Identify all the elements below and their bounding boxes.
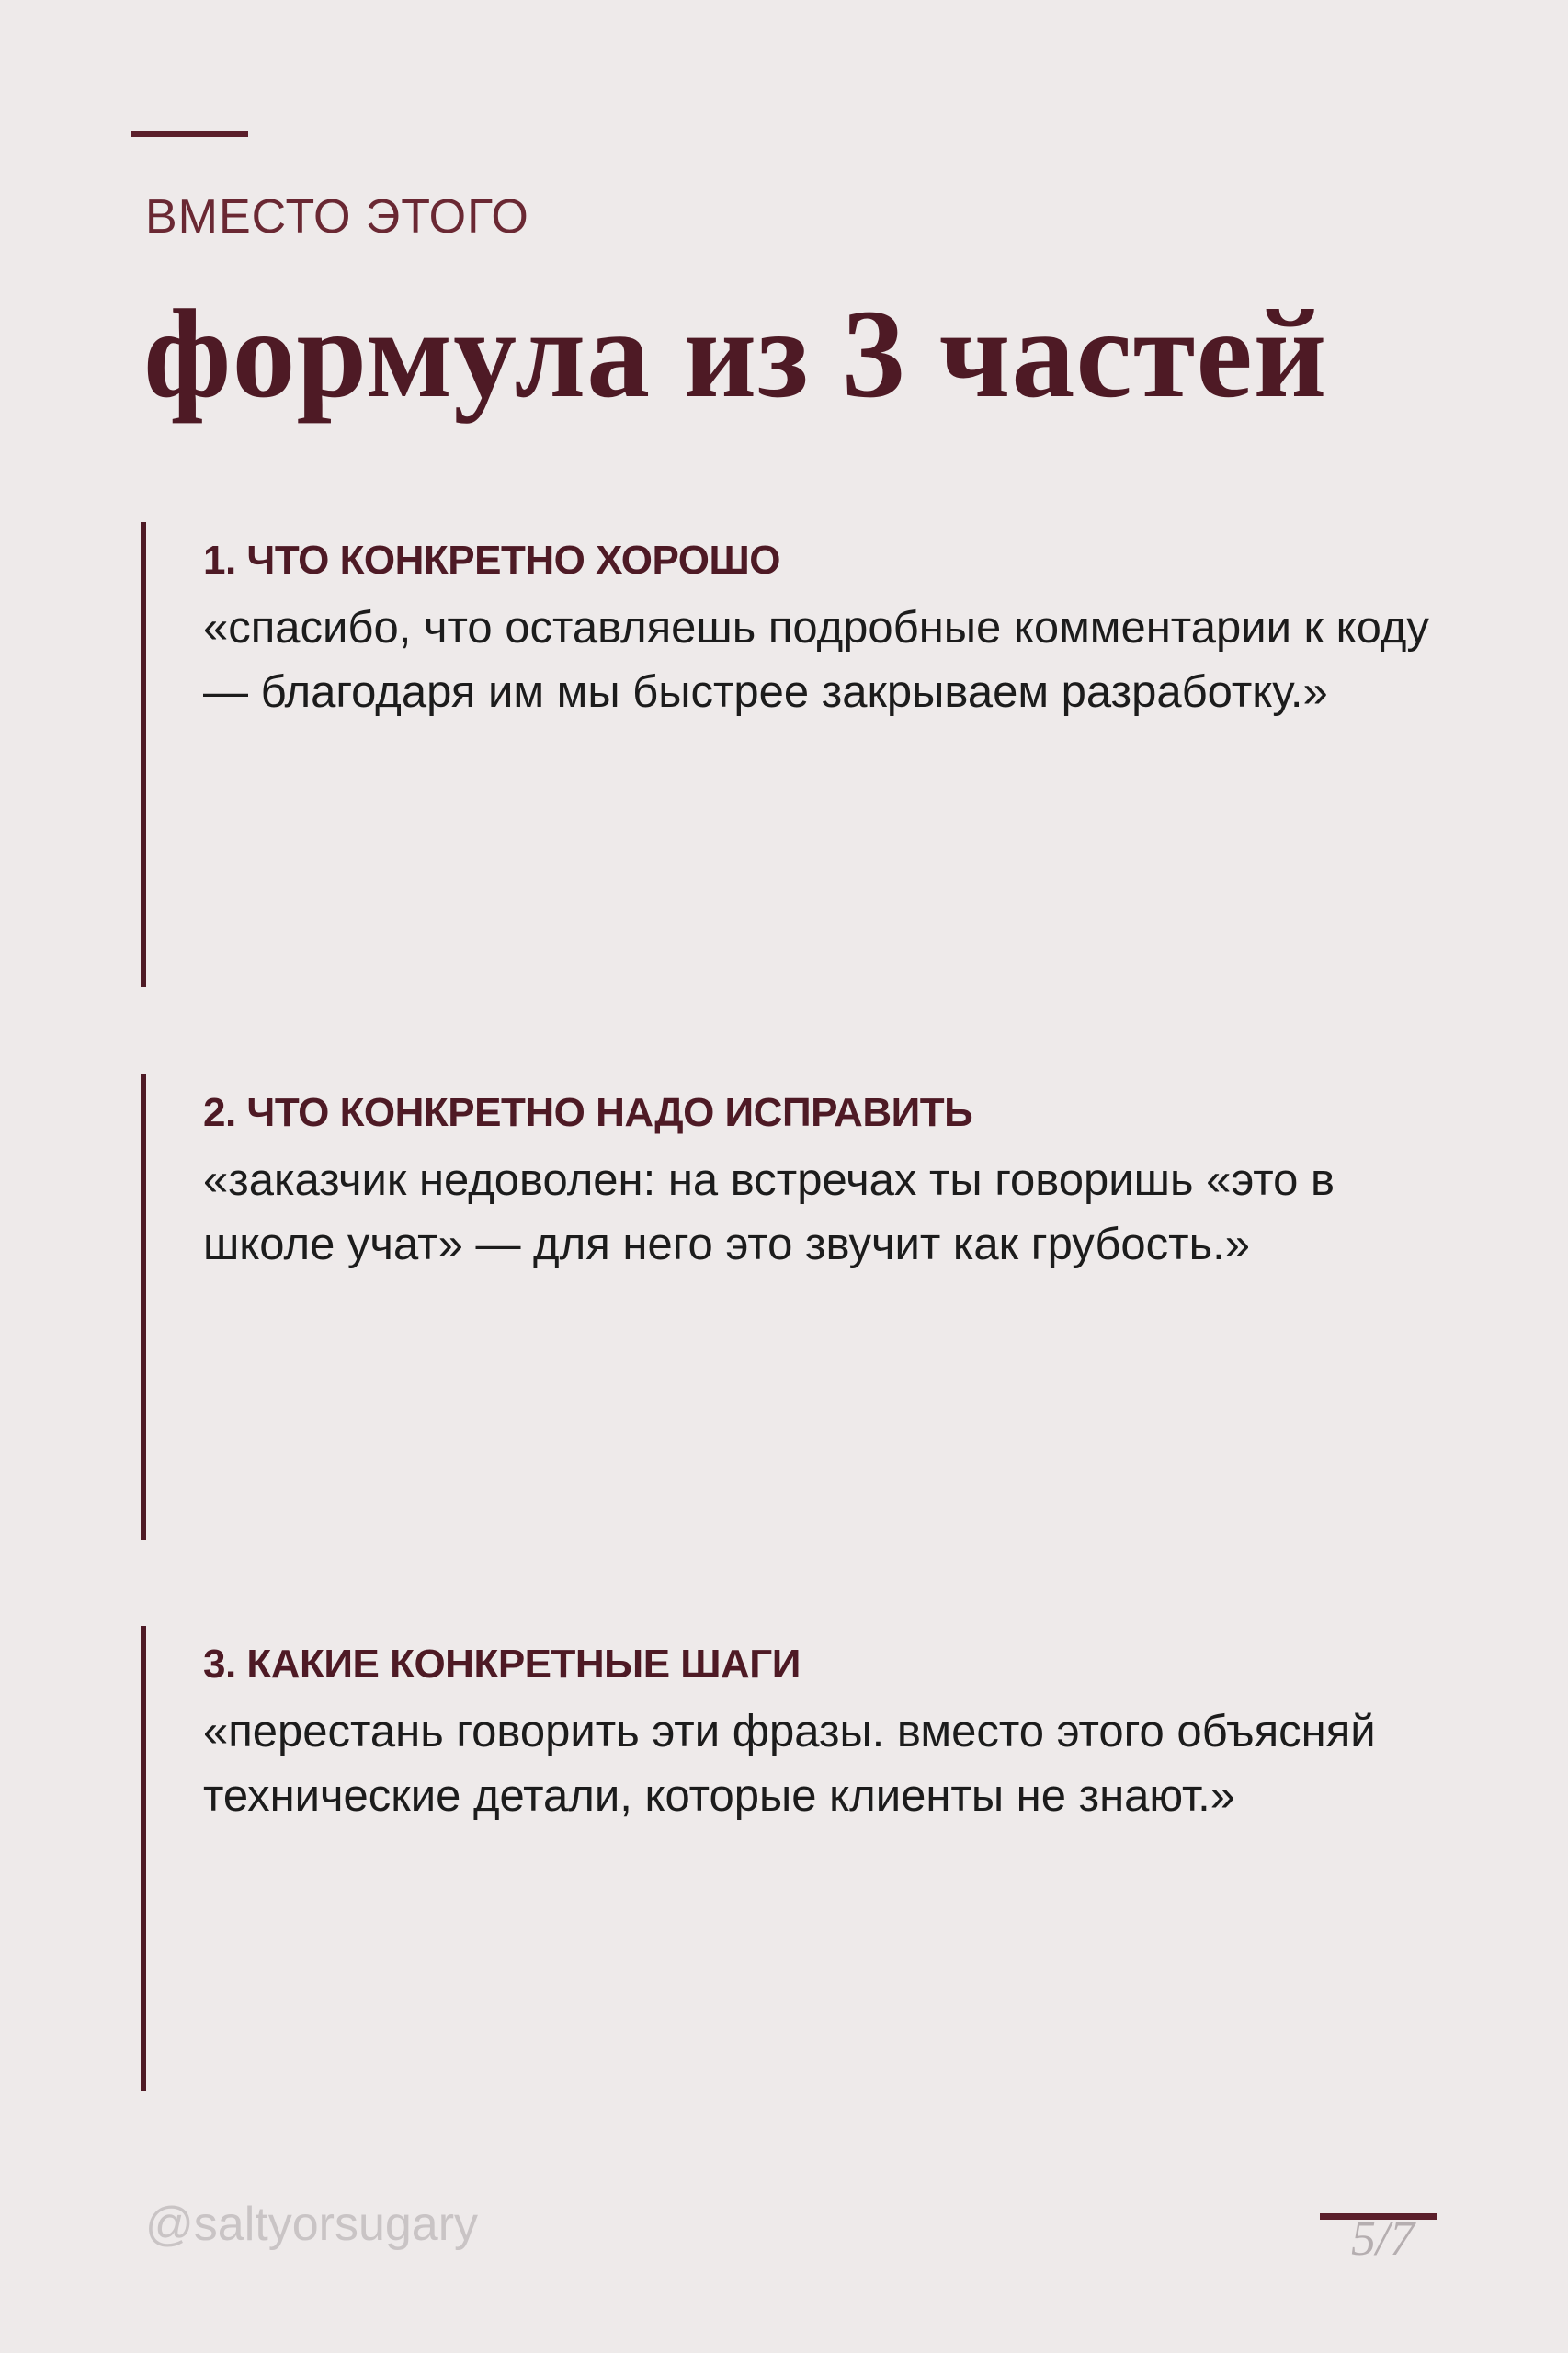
top-accent-rule: [131, 131, 248, 137]
page-title: формула из 3 частей: [143, 283, 1328, 424]
formula-section-1: [141, 522, 1446, 987]
section-quote: «спасибо, что оставляешь подробные комментарии к коду — благодаря им мы быстрее закрываем разработку.»: [203, 603, 1429, 717]
section-heading: 1. ЧТО КОНКРЕТНО ХОРОШО: [203, 538, 780, 583]
section-accent-bar: [141, 522, 146, 987]
kicker-label: ВМЕСТО ЭТОГО: [145, 190, 529, 244]
section-accent-bar: [141, 1626, 146, 2091]
formula-section-2: [141, 1074, 1446, 1540]
section-heading: 2. ЧТО КОНКРЕТНО НАДО ИСПРАВИТЬ: [203, 1090, 973, 1135]
section-accent-bar: [141, 1074, 146, 1540]
formula-section-3: [141, 1626, 1446, 2091]
section-quote: «заказчик недоволен: на встречах ты говоришь «это в школе учат» — для него это звучит как грубость.»: [203, 1155, 1335, 1269]
page-number: 5/7: [1351, 2211, 1415, 2266]
author-handle: @saltyorsugary: [145, 2198, 479, 2251]
section-heading: 3. КАКИЕ КОНКРЕТНЫЕ ШАГИ: [203, 1642, 801, 1687]
section-quote: «перестань говорить эти фразы. вместо этого объясняй технические детали, которые клиенты не знают.»: [203, 1707, 1376, 1821]
